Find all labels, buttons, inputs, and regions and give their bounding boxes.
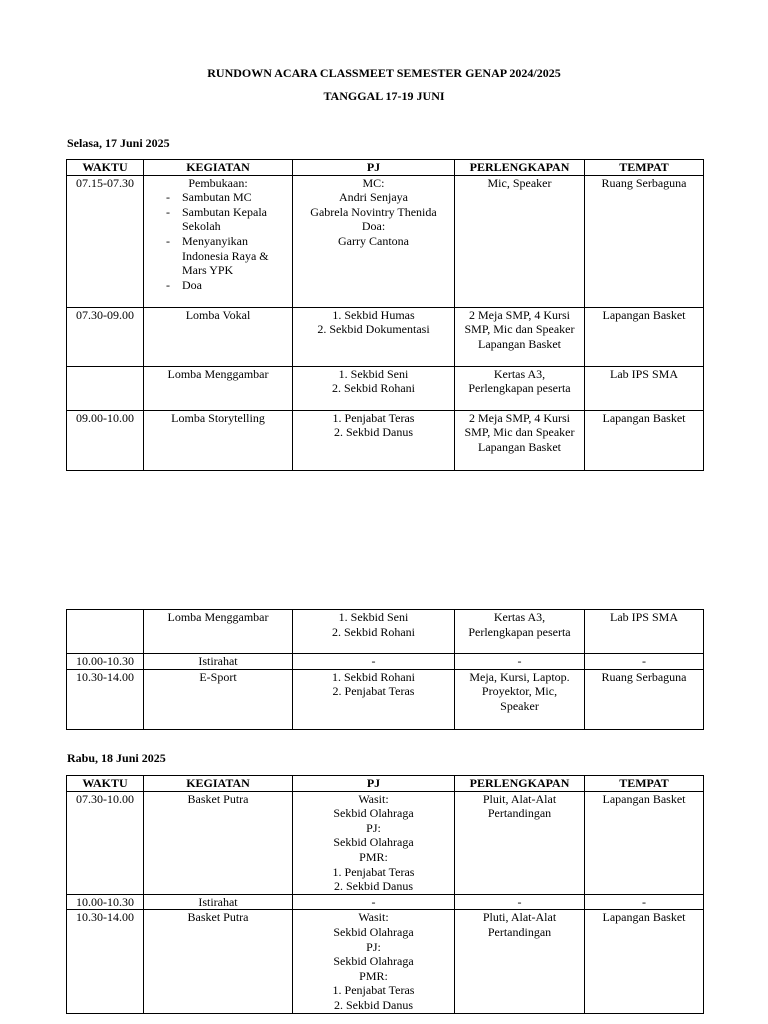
pj-line: Wasit: xyxy=(358,791,389,806)
pj-cell xyxy=(293,669,455,729)
equipment-cell xyxy=(455,307,585,366)
pj-line: 2. Sekbid Danus xyxy=(334,997,413,1012)
equipment-line: Meja, Kursi, Laptop. xyxy=(469,669,570,684)
time-cell: 09.00-10.00 xyxy=(67,410,144,470)
pj-line: 1. Penjabat Teras xyxy=(332,410,415,425)
pj-cell xyxy=(293,175,455,307)
list-item: - Sambutan MC xyxy=(146,190,290,205)
pj-cell xyxy=(293,307,455,366)
equipment-cell: - xyxy=(455,654,585,670)
pj-line: 2. Sekbid Danus xyxy=(334,879,413,894)
activity-cell xyxy=(144,175,293,307)
equipment-line: Proyektor, Mic, xyxy=(481,684,558,699)
pj-cell xyxy=(293,910,455,1013)
place-cell: Lapangan Basket xyxy=(585,410,704,470)
pj-line: Sekbid Olahraga xyxy=(333,806,414,821)
table-header-row xyxy=(67,776,704,792)
header-pj: PJ xyxy=(293,776,455,792)
day1-table-continued xyxy=(66,609,704,730)
place-cell: Lapangan Basket xyxy=(585,307,704,366)
list-item: - Doa xyxy=(146,278,290,293)
place-cell: Ruang Serbaguna xyxy=(585,175,704,307)
pj-line: MC: xyxy=(362,175,385,190)
place-cell: - xyxy=(585,894,704,910)
day1-table xyxy=(66,159,704,471)
pj-line: Sekbid Olahraga xyxy=(333,835,414,850)
header-waktu: WAKTU xyxy=(67,776,144,792)
pj-line: 1. Penjabat Teras xyxy=(332,983,415,998)
list-item: - Menyanyikan Indonesia Raya & Mars YPK xyxy=(146,234,290,278)
table-row xyxy=(67,910,704,1013)
equipment-line: Pertandingan xyxy=(487,806,552,821)
place-cell: Lab IPS SMA xyxy=(585,610,704,654)
activity-cell: E-Sport xyxy=(144,669,293,729)
list-item: - Sambutan Kepala Sekolah xyxy=(146,205,290,234)
equipment-cell xyxy=(455,410,585,470)
equipment-line: Speaker xyxy=(500,698,539,713)
equipment-line: Kertas A3, xyxy=(493,366,546,381)
pj-line: 1. Sekbid Humas xyxy=(332,307,415,322)
opening-list xyxy=(146,190,290,292)
equipment-cell: - xyxy=(455,894,585,910)
place-cell: Ruang Serbaguna xyxy=(585,669,704,729)
table-row xyxy=(67,175,704,307)
table-row xyxy=(67,791,704,894)
header-perlengkapan: PERLENGKAPAN xyxy=(455,776,585,792)
header-kegiatan: KEGIATAN xyxy=(144,160,293,176)
pj-cell xyxy=(293,791,455,894)
document-subtitle: TANGGAL 17-19 JUNI xyxy=(323,89,445,103)
time-cell: 07.30-09.00 xyxy=(67,307,144,366)
equipment-line: Pertandingan xyxy=(487,924,552,939)
pj-line: 1. Sekbid Seni xyxy=(338,366,409,381)
time-cell: 10.30-14.00 xyxy=(67,669,144,729)
time-cell: 10.30-14.00 xyxy=(67,910,144,1013)
table-header-row xyxy=(67,160,704,176)
time-cell: 10.00-10.30 xyxy=(67,894,144,910)
pj-line: PMR: xyxy=(359,849,388,864)
activity-cell: Istirahat xyxy=(144,894,293,910)
place-cell: Lab IPS SMA xyxy=(585,366,704,410)
pj-line: 2. Sekbid Danus xyxy=(334,425,413,440)
place-cell: - xyxy=(585,654,704,670)
table-row xyxy=(67,654,704,670)
pj-cell xyxy=(293,610,455,654)
pj-line: 1. Sekbid Rohani xyxy=(332,669,415,684)
table-row xyxy=(67,410,704,470)
pj-line: 2. Sekbid Dokumentasi xyxy=(317,322,430,337)
header-pj: PJ xyxy=(293,160,455,176)
pj-line: 1. Sekbid Seni xyxy=(338,610,409,624)
place-cell: Lapangan Basket xyxy=(585,910,704,1013)
document-title: RUNDOWN ACARA CLASSMEET SEMESTER GENAP 2024/2025 xyxy=(207,66,561,80)
equipment-line: Pluti, Alat-Alat xyxy=(482,910,557,925)
table-row xyxy=(67,669,704,729)
table-row xyxy=(67,366,704,410)
table-row xyxy=(67,307,704,366)
day2-label: Rabu, 18 Juni 2025 xyxy=(67,751,166,765)
pj-line: Gabrela Novintry Thenida xyxy=(310,204,437,219)
time-cell: 07.30-10.00 xyxy=(67,791,144,894)
place-cell: Lapangan Basket xyxy=(585,791,704,894)
activity-cell: Lomba Storytelling xyxy=(144,410,293,470)
pj-cell xyxy=(293,366,455,410)
time-cell xyxy=(67,366,144,410)
pj-line: Andri Senjaya xyxy=(339,190,408,205)
equipment-line: Lapangan Basket xyxy=(478,439,561,454)
equipment-line: Kertas A3, xyxy=(493,610,546,624)
pj-line: Sekbid Olahraga xyxy=(333,924,414,939)
opening-heading: Pembukaan: xyxy=(188,175,248,190)
day2-table xyxy=(66,775,704,1014)
activity-cell: Lomba Menggambar xyxy=(144,610,293,654)
pj-line: Wasit: xyxy=(358,910,389,925)
header-tempat: TEMPAT xyxy=(585,776,704,792)
equipment-cell xyxy=(455,669,585,729)
activity-cell: Lomba Menggambar xyxy=(144,366,293,410)
activity-cell: Basket Putra xyxy=(144,791,293,894)
activity-cell: Basket Putra xyxy=(144,910,293,1013)
equipment-cell xyxy=(455,610,585,654)
header-tempat: TEMPAT xyxy=(585,160,704,176)
pj-line: 2. Sekbid Rohani xyxy=(332,624,415,639)
equipment-cell: Mic, Speaker xyxy=(455,175,585,307)
pj-line: Doa: xyxy=(361,219,386,234)
equipment-line: SMP, Mic dan Speaker xyxy=(464,322,575,337)
pj-cell: - xyxy=(293,654,455,670)
pj-line: PJ: xyxy=(366,820,381,835)
time-cell: 07.15-07.30 xyxy=(67,175,144,307)
pj-line: PJ: xyxy=(366,939,381,954)
pj-line: 2. Penjabat Teras xyxy=(332,684,415,699)
time-cell: 10.00-10.30 xyxy=(67,654,144,670)
activity-cell: Istirahat xyxy=(144,654,293,670)
equipment-line: Lapangan Basket xyxy=(478,336,561,351)
header-perlengkapan: PERLENGKAPAN xyxy=(455,160,585,176)
equipment-line: 2 Meja SMP, 4 Kursi xyxy=(468,410,570,425)
equipment-line: Perlengkapan peserta xyxy=(468,624,571,639)
table-row xyxy=(67,610,704,654)
pj-cell xyxy=(293,410,455,470)
table-row xyxy=(67,894,704,910)
equipment-cell xyxy=(455,910,585,1013)
equipment-cell xyxy=(455,791,585,894)
header-waktu: WAKTU xyxy=(67,160,144,176)
pj-line: PMR: xyxy=(359,968,388,983)
time-cell xyxy=(67,610,144,654)
equipment-line: 2 Meja SMP, 4 Kursi xyxy=(468,307,570,322)
pj-line: 1. Penjabat Teras xyxy=(332,864,415,879)
pj-line: Sekbid Olahraga xyxy=(333,954,414,969)
equipment-cell xyxy=(455,366,585,410)
pj-line: Garry Cantona xyxy=(338,233,409,248)
equipment-line: Pluit, Alat-Alat xyxy=(482,791,557,806)
activity-cell: Lomba Vokal xyxy=(144,307,293,366)
pj-cell: - xyxy=(293,894,455,910)
equipment-line: SMP, Mic dan Speaker xyxy=(464,425,575,440)
equipment-line: Perlengkapan peserta xyxy=(468,381,571,396)
pj-line: 2. Sekbid Rohani xyxy=(332,381,415,396)
header-kegiatan: KEGIATAN xyxy=(144,776,293,792)
day1-label: Selasa, 17 Juni 2025 xyxy=(67,136,170,150)
